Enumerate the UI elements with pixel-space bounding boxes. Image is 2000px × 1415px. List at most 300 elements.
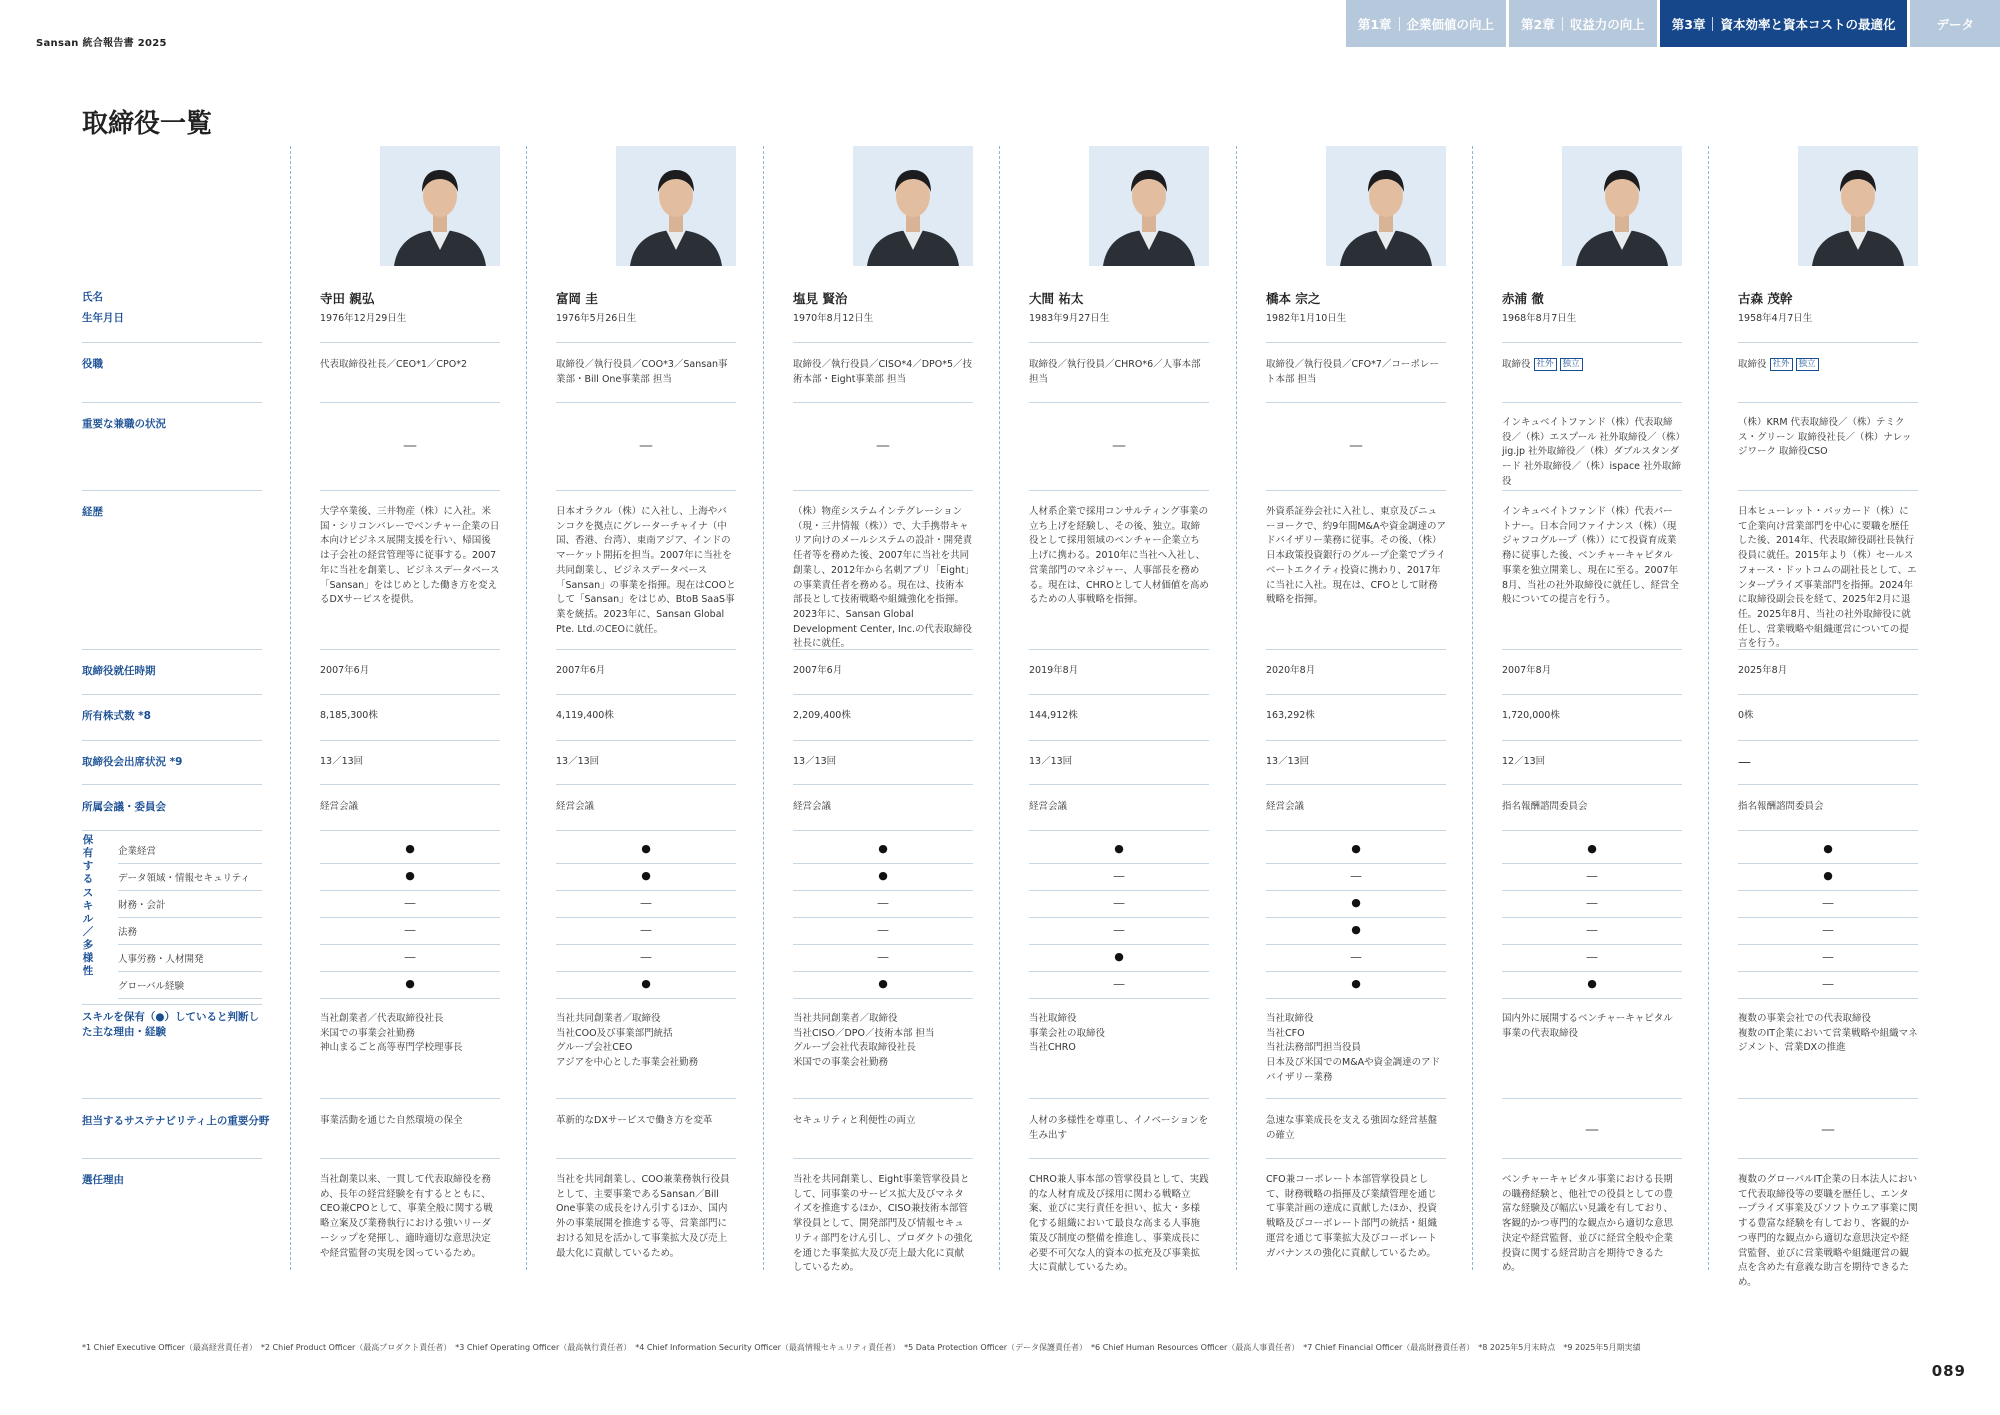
divider <box>793 917 973 918</box>
divider <box>1502 694 1682 695</box>
divider <box>1738 1158 1918 1159</box>
row-label-committee: 所属会議・委員会 <box>82 801 166 813</box>
director-committee: 経営会議 <box>793 801 832 812</box>
divider <box>320 740 500 741</box>
divider <box>82 1158 262 1159</box>
row-label-sustainability: 担当するサステナビリティ上の重要分野 <box>82 1115 270 1127</box>
chapter-nav <box>1343 0 2000 47</box>
director-reason: 当社を共同創業し、COO兼業務執行役員として、主要事業であるSansan／Bill One事業の成長をけん引するほか、国内外の事業展開を推進する等、営業部門における知見を活かして事業拡大及び売上最大化に貢献しているため。 <box>556 1174 730 1259</box>
director-sustainability: 急速な事業成長を支える強固な経営基盤の確立 <box>1266 1115 1438 1141</box>
divider <box>320 890 500 891</box>
column-divider <box>526 146 527 1270</box>
divider <box>1738 971 1918 972</box>
skill-mark: ● <box>878 842 888 855</box>
skill-mark: ● <box>1114 950 1124 963</box>
skill-mark: ● <box>1114 842 1124 855</box>
skill-mark: — <box>1822 896 1834 910</box>
director-career: 日本オラクル（株）に入社し、上海やバンコクを拠点にグレーターチャイナ（中国、香港、台湾）、東南アジア、インドのマーケット開拓を担当。2007年に当社を共同創業し、ビジネスデータベース「Sansan」の事業を指揮。現在はCOOとして「Sansan」をはじめ、BtoB SaaS事業を統括。2023年に、Sansan Global Pte. Ltd.のCEOに就任。 <box>556 506 736 635</box>
divider <box>1502 490 1682 491</box>
divider <box>793 402 973 403</box>
divider <box>320 1158 500 1159</box>
divider <box>556 649 736 650</box>
director-shares: 144,912株 <box>1029 710 1078 721</box>
director-name: 塩見 賢治 <box>793 291 848 306</box>
divider <box>793 490 973 491</box>
director-table <box>82 146 1918 1289</box>
director-photo <box>380 146 500 266</box>
director-name: 寺田 親弘 <box>320 291 375 306</box>
chapter-label: 企業価値の向上 <box>1406 16 1495 32</box>
tab-separator <box>1712 17 1713 31</box>
role-text: 取締役 <box>1502 359 1531 370</box>
director-birth: 1976年5月26日生 <box>556 313 637 324</box>
divider <box>556 971 736 972</box>
divider <box>793 694 973 695</box>
role-text: 代表取締役社長／CEO*1／CPO*2 <box>320 359 468 370</box>
skill-mark: — <box>1113 977 1125 991</box>
divider <box>118 971 262 972</box>
skill-mark: ● <box>878 869 888 882</box>
director-reason: 当社創業以来、一貫して代表取締役を務め、長年の経営経験を有するとともに、CEO兼CPOとして、事業全般に関する戦略立案及び業務執行における強いリーダーシップを発揮し、適時適切な意思決定や経営監督の実現を図っているため。 <box>320 1174 493 1259</box>
tab-separator <box>1562 17 1563 31</box>
skill-mark: ● <box>878 977 888 990</box>
divider <box>1738 890 1918 891</box>
divider <box>1502 998 1682 999</box>
row-label-name: 氏名 <box>82 291 103 303</box>
divider <box>556 1158 736 1159</box>
divider <box>1738 490 1918 491</box>
row-label-attendance: 取締役会出席状況 *9 <box>82 756 183 768</box>
divider <box>320 649 500 650</box>
divider <box>793 1098 973 1099</box>
divider <box>1738 649 1918 650</box>
divider <box>793 890 973 891</box>
director-concurrent: インキュベイトファンド（株）代表取締役／（株）エスプール 社外取締役／（株）jig.jp 社外取締役／（株）ダブルスタンダード 社外取締役／（株）ispace 社外取締役 <box>1502 417 1682 487</box>
director-career: インキュベイトファンド（株）代表パートナー。日本合同ファイナンス（株）（現 ジャフコグループ（株））にて投資育成業務に従事した後、ベンチャーキャピタル事業を独立開業し、現在に至る。2007年8月、当社の社外取締役に就任し、経営全般についての提言を行う。 <box>1502 506 1680 606</box>
role-text: 取締役 <box>1738 359 1767 370</box>
divider <box>793 649 973 650</box>
director-career: 日本ヒューレット・パッカード（株）にて企業向け営業部門を中心に要職を歴任した後、2014年、代表取締役副社長執行役員に就任。2015年より（株）セールスフォース・ドットコムの副社長として、エンタープライズ事業部門を指揮。2024年に取締役副会長を経て、2025年2月に退任。2025年8月、当社の社外取締役に就任し、営業戦略や組織運営についての提言を行う。 <box>1738 506 1917 650</box>
skill-mark: — <box>1822 950 1834 964</box>
skill-label: 人事労務・人材開発 <box>118 954 204 965</box>
chapter-tab-2[interactable] <box>1509 0 1657 47</box>
director-sustainability: 事業活動を通じた自然環境の保全 <box>320 1115 463 1126</box>
skill-mark: — <box>640 950 652 964</box>
divider <box>556 342 736 343</box>
role-text: 取締役／執行役員／CISO*4／DPO*5／技術本部・Eight事業部 担当 <box>793 359 973 385</box>
director-role <box>1029 358 1209 387</box>
divider <box>1029 1158 1209 1159</box>
divider <box>1738 740 1918 741</box>
director-role <box>793 358 973 387</box>
page-title: 取締役一覧 <box>82 109 213 139</box>
skill-label: 財務・会計 <box>118 900 166 911</box>
director-shares: 1,720,000株 <box>1502 710 1560 721</box>
divider <box>320 944 500 945</box>
row-label-career: 経歴 <box>82 506 103 518</box>
divider <box>556 863 736 864</box>
empty-dash: — <box>876 438 890 454</box>
divider <box>320 1098 500 1099</box>
divider <box>1029 342 1209 343</box>
skill-mark: — <box>404 950 416 964</box>
row-label-concurrent: 重要な兼職の状況 <box>82 418 166 430</box>
divider <box>1502 830 1682 831</box>
divider <box>793 740 973 741</box>
divider <box>1029 740 1209 741</box>
skill-mark: — <box>1586 950 1598 964</box>
divider <box>1502 784 1682 785</box>
skill-mark: ● <box>641 869 651 882</box>
divider <box>320 917 500 918</box>
director-name: 大間 祐太 <box>1029 291 1084 306</box>
divider <box>82 649 262 650</box>
skill-mark: ● <box>641 842 651 855</box>
divider <box>1029 971 1209 972</box>
divider <box>793 863 973 864</box>
row-label-skill-reason: スキルを保有（●）していると判断した主な理由・経験 <box>82 1011 260 1039</box>
divider <box>118 944 262 945</box>
director-reason: CFO兼コーポレート本部管掌役員として、財務戦略の指揮及び業績管理を通じて事業計画の達成に貢献したほか、投資戦略及びコーポレート部門の統括・組織運営を通じて事業拡大及びコーポレートガバナンスの強化に貢献しているため。 <box>1266 1174 1438 1259</box>
skill-mark: — <box>1586 869 1598 883</box>
divider <box>82 784 262 785</box>
role-text: 取締役／執行役員／CHRO*6／人事本部担当 <box>1029 359 1201 385</box>
director-column <box>1502 146 1682 1274</box>
divider <box>556 1098 736 1099</box>
director-photo <box>853 146 973 266</box>
divider <box>1502 1158 1682 1159</box>
divider <box>1029 863 1209 864</box>
divider <box>1738 944 1918 945</box>
divider <box>320 971 500 972</box>
empty-dash: — <box>1585 1122 1599 1138</box>
divider <box>1266 1158 1446 1159</box>
skill-mark: — <box>1113 923 1125 937</box>
row-label-reason: 選任理由 <box>82 1174 124 1186</box>
divider <box>793 830 973 831</box>
skill-mark: — <box>404 923 416 937</box>
divider <box>556 998 736 999</box>
empty-dash: — <box>1112 438 1126 454</box>
divider <box>1738 863 1918 864</box>
divider <box>1029 917 1209 918</box>
divider <box>1266 830 1446 831</box>
director-column <box>1738 146 1918 1289</box>
director-committee: 経営会議 <box>1029 801 1068 812</box>
director-shares: 2,209,400株 <box>793 710 851 721</box>
brand-title: Sansan 統合報告書 2025 <box>36 38 167 49</box>
skill-mark: ● <box>405 977 415 990</box>
divider <box>1502 1098 1682 1099</box>
director-column <box>1029 146 1209 1274</box>
divider <box>82 740 262 741</box>
divider <box>1029 402 1209 403</box>
divider <box>1266 740 1446 741</box>
director-name: 富岡 圭 <box>556 291 598 306</box>
divider <box>793 971 973 972</box>
divider <box>1029 890 1209 891</box>
role-badge: 社外 <box>1770 358 1793 371</box>
divider <box>1502 971 1682 972</box>
divider <box>1266 890 1446 891</box>
skill-mark: — <box>640 896 652 910</box>
chapter-number: 第3章 <box>1671 16 1706 32</box>
role-badge: 社外 <box>1534 358 1557 371</box>
director-appointed: 2007年8月 <box>1502 665 1552 676</box>
director-photo <box>1326 146 1446 266</box>
empty-dash: — <box>403 438 417 454</box>
director-role <box>1502 358 1682 373</box>
skill-mark: — <box>877 896 889 910</box>
divider <box>1266 917 1446 918</box>
divider <box>320 694 500 695</box>
column-divider <box>763 146 764 1270</box>
director-concurrent: （株）KRM 代表取締役／（株）テミクス・グリーン 取締役社長／（株）ナレッジワーク 取締役CSO <box>1738 417 1912 458</box>
divider <box>1266 490 1446 491</box>
director-name: 橋本 宗之 <box>1266 291 1321 306</box>
divider <box>1266 971 1446 972</box>
chapter-tab-3[interactable] <box>1660 0 1908 47</box>
divider <box>1029 694 1209 695</box>
director-skill-reason: 当社創業者／代表取締役社長 米国での事業会社勤務 神山まるごと高等専門学校理事長 <box>320 1013 463 1054</box>
skill-mark: — <box>1822 923 1834 937</box>
divider <box>556 740 736 741</box>
divider <box>118 998 262 999</box>
director-skill-reason: 当社共同創業者／取締役 当社COO及び事業部門統括 グループ会社CEO アジアを中心とした事業会社勤務 <box>556 1013 699 1069</box>
chapter-label: 資本効率と資本コストの最適化 <box>1720 16 1896 32</box>
divider <box>793 944 973 945</box>
director-role <box>1266 358 1446 387</box>
skill-mark: ● <box>405 869 415 882</box>
column-divider <box>290 146 291 1270</box>
skill-mark: — <box>1586 923 1598 937</box>
divider <box>1029 784 1209 785</box>
divider <box>320 998 500 999</box>
skill-mark: — <box>1586 896 1598 910</box>
chapter-tab-4[interactable] <box>1910 0 2000 47</box>
divider <box>1502 649 1682 650</box>
tab-separator <box>1399 17 1400 31</box>
director-committee: 指名報酬諮問委員会 <box>1502 801 1588 812</box>
divider <box>1029 830 1209 831</box>
divider <box>82 490 262 491</box>
divider <box>1266 694 1446 695</box>
divider <box>556 784 736 785</box>
skill-mark: ● <box>1351 896 1361 909</box>
chapter-label: データ <box>1936 16 1974 32</box>
column-divider <box>1708 146 1709 1270</box>
divider <box>1502 890 1682 891</box>
footnotes: *1 Chief Executive Officer（最高経営責任者） *2 Chief Product Officer（最高プロダクト責任者） *3 Chief Operating Officer（最高執行責任者） *4 Chief Information Security Officer（最高情報セキュリティ責任者） *5 Data Protection Officer（データ保護責任者） *6 Chief Human Resources Officer（最高人事責任者） *7 Chief Financial Officer（最高財務責任者） *8 2025年5月末時点 *9 2025年5月期実績 <box>82 1343 1641 1352</box>
role-text: 取締役／執行役員／CFO*7／コーポレート本部 担当 <box>1266 359 1439 385</box>
divider <box>1502 342 1682 343</box>
director-birth: 1976年12月29日生 <box>320 313 407 324</box>
divider <box>1266 342 1446 343</box>
director-committee: 経営会議 <box>1266 801 1305 812</box>
column-divider <box>1236 146 1237 1270</box>
director-name: 古森 茂幹 <box>1738 291 1793 306</box>
director-appointed: 2019年8月 <box>1029 665 1079 676</box>
divider <box>556 402 736 403</box>
director-sustainability: セキュリティと利便性の両立 <box>793 1115 916 1126</box>
empty-dash: — <box>639 438 653 454</box>
divider <box>1029 649 1209 650</box>
chapter-number: 第2章 <box>1521 16 1555 32</box>
director-role <box>1738 358 1918 373</box>
divider <box>1029 944 1209 945</box>
director-column <box>793 146 973 1274</box>
divider <box>82 1098 262 1099</box>
director-birth: 1983年9月27日生 <box>1029 313 1110 324</box>
skill-label: 企業経営 <box>118 846 157 857</box>
director-birth: 1970年8月12日生 <box>793 313 874 324</box>
divider <box>1502 740 1682 741</box>
skill-mark: ● <box>405 842 415 855</box>
skill-mark: ● <box>1351 977 1361 990</box>
divider <box>82 402 262 403</box>
director-column <box>1266 146 1446 1270</box>
divider <box>556 917 736 918</box>
divider <box>1738 917 1918 918</box>
divider <box>1738 694 1918 695</box>
skill-label: データ領域・情報セキュリティ <box>118 873 251 884</box>
divider <box>1266 784 1446 785</box>
director-reason: ベンチャーキャピタル事業における長期の職務経験と、他社での役員としての豊富な経験及び幅広い見識を有しており、客観的かつ専門的な観点から適切な意思決定や経営監督、並びに経営全般や企業投資に関する経営助言を期待できるため。 <box>1502 1174 1674 1274</box>
director-attendance: 13／13回 <box>556 756 600 767</box>
row-label-role: 役職 <box>82 358 103 370</box>
director-shares: 8,185,300株 <box>320 710 378 721</box>
director-skill-reason: 国内外に展開するベンチャーキャピタル事業の代表取締役 <box>1502 1013 1673 1039</box>
director-reason: CHRO兼人事本部の管掌役員として、実践的な人材育成及び採用に関わる戦略立案、並びに実行責任を担い、拡大・多様化する組織において最良な高まる人事施策及び制度の整備を推進し、事業成長に必要不可欠な人的資本の拡充及び事業拡大に貢献しているため。 <box>1029 1174 1209 1274</box>
divider <box>320 342 500 343</box>
skill-mark: — <box>877 923 889 937</box>
empty-dash: — <box>1821 1122 1835 1138</box>
skill-label: 法務 <box>118 927 138 938</box>
skill-mark: — <box>640 923 652 937</box>
divider <box>556 490 736 491</box>
skill-group-label: 保有するスキル／多様性 <box>82 834 94 978</box>
divider <box>1502 944 1682 945</box>
divider <box>1029 998 1209 999</box>
divider <box>320 784 500 785</box>
divider <box>320 402 500 403</box>
divider <box>118 863 262 864</box>
director-reason: 当社を共同創業し、Eight事業管掌役員として、同事業のサービス拡大及びマネタイズを推進するほか、CISO兼技術本部管掌役員として、開発部門及び情報セキュリティ部門をけん引し、プロダクトの強化を通じた事業拡大及び売上最大化に貢献しているため。 <box>793 1174 973 1274</box>
director-committee: 指名報酬諮問委員会 <box>1738 801 1824 812</box>
divider <box>1738 998 1918 999</box>
skill-mark: ● <box>641 977 651 990</box>
divider <box>1738 784 1918 785</box>
director-photo <box>616 146 736 266</box>
divider <box>793 342 973 343</box>
director-photo <box>1562 146 1682 266</box>
director-attendance: 12／13回 <box>1502 756 1546 767</box>
skill-mark: — <box>404 896 416 910</box>
divider <box>1738 342 1918 343</box>
divider <box>793 784 973 785</box>
director-skill-reason: 当社取締役 当社CFO 当社法務部門担当役員 日本及び米国でのM&Aや資金調達のアドバイザリー業務 <box>1266 1013 1441 1083</box>
director-career: 人材系企業で採用コンサルティング事業の立ち上げを経験し、その後、独立。取締役として採用領域のベンチャー企業立ち上げに携わる。2010年に当社へ入社し、営業部門のマネジャー、人事部長を務める。現在は、CHROとして人材価値を高めるための人事戦略を指揮。 <box>1029 506 1209 606</box>
row-label-appointed: 取締役就任時期 <box>82 665 156 677</box>
skill-mark: — <box>1350 869 1362 883</box>
director-career: （株）物産システムインテグレーション（現・三井情報（株））で、大手携帯キャリア向けのメールシステムの設計・開発責任者等を務めた後、2007年に当社を共同創業し、2012年から名刺アプリ「Eight」の事業責任者を務める。現在は、技術本部長として技術戦略や組織強化を指揮。2023年に、Sansan Global Development Center, Inc.の代表取締役社長に就任。 <box>793 506 973 650</box>
divider <box>1266 402 1446 403</box>
divider <box>1029 1098 1209 1099</box>
director-appointed: 2007年6月 <box>556 665 606 676</box>
divider <box>1738 402 1918 403</box>
director-appointed: 2007年6月 <box>320 665 370 676</box>
skill-mark: — <box>877 950 889 964</box>
director-attendance: 13／13回 <box>320 756 364 767</box>
director-role <box>556 358 736 387</box>
skill-label: グローバル経験 <box>118 981 185 992</box>
director-attendance: 13／13回 <box>1029 756 1073 767</box>
director-shares: 0株 <box>1738 710 1754 721</box>
divider <box>82 830 262 831</box>
director-name: 赤浦 徹 <box>1502 291 1544 306</box>
director-committee: 経営会議 <box>320 801 359 812</box>
empty-dash: — <box>1738 755 1751 770</box>
divider <box>1266 863 1446 864</box>
divider <box>556 694 736 695</box>
director-career: 外資系証券会社に入社し、東京及びニューヨークで、約9年間M&Aや資金調達のアドバイザリー業務に従事。その後、（株）日本政策投資銀行のグループ企業でプライベートエクイティ投資に携わり、2017年に当社に入社。現在は、CFOとして財務戦略を指揮。 <box>1266 506 1446 606</box>
role-badge: 独立 <box>1796 358 1819 371</box>
director-shares: 4,119,400株 <box>556 710 614 721</box>
director-skill-reason: 当社取締役 事業会社の取締役 当社CHRO <box>1029 1013 1106 1054</box>
director-skill-reason: 当社共同創業者／取締役 当社CISO／DPO／技術本部 担当 グループ会社代表取締役社長 米国での事業会社勤務 <box>793 1013 935 1069</box>
divider <box>1738 1098 1918 1099</box>
divider <box>556 890 736 891</box>
director-birth: 1958年4月7日生 <box>1738 313 1813 324</box>
column-divider <box>999 146 1000 1270</box>
skill-mark: — <box>1113 896 1125 910</box>
director-appointed: 2007年6月 <box>793 665 843 676</box>
chapter-label: 収益力の向上 <box>1569 16 1645 32</box>
divider <box>1502 863 1682 864</box>
skill-mark: ● <box>1587 977 1597 990</box>
director-sustainability: 革新的なDXサービスで働き方を変革 <box>556 1115 713 1126</box>
column-divider <box>1472 146 1473 1270</box>
divider <box>1502 402 1682 403</box>
director-career: 大学卒業後、三井物産（株）に入社。米国・シリコンバレーでベンチャー企業の日本向けビジネス展開支援を行い、帰国後は子会社の経営管理等に従事する。2007年に当社を創業し、ビジネスデータベース「Sansan」をはじめとした働き方を変えるDXサービスを提供。 <box>320 506 500 606</box>
row-label-birth: 生年月日 <box>82 312 124 324</box>
role-badge: 独立 <box>1560 358 1583 371</box>
skill-mark: — <box>1113 869 1125 883</box>
chapter-number: 第1章 <box>1357 16 1392 32</box>
skill-mark: ● <box>1587 842 1597 855</box>
director-committee: 経営会議 <box>556 801 595 812</box>
director-sustainability: 人材の多様性を尊重し、イノベーションを生み出す <box>1029 1115 1209 1141</box>
director-shares: 163,292株 <box>1266 710 1315 721</box>
divider <box>118 917 262 918</box>
director-attendance: 13／13回 <box>1266 756 1310 767</box>
director-birth: 1968年8月7日生 <box>1502 313 1577 324</box>
director-column <box>320 146 500 1270</box>
chapter-tab-1[interactable] <box>1346 0 1506 47</box>
divider <box>1266 944 1446 945</box>
role-text: 取締役／執行役員／COO*3／Sansan事業部・Bill One事業部 担当 <box>556 359 728 385</box>
skill-mark: — <box>1822 977 1834 991</box>
director-attendance: 13／13回 <box>793 756 837 767</box>
divider <box>1266 998 1446 999</box>
divider <box>1029 490 1209 491</box>
divider <box>118 890 262 891</box>
divider <box>556 944 736 945</box>
director-appointed: 2025年8月 <box>1738 665 1788 676</box>
row-label-shares: 所有株式数 *8 <box>82 710 151 722</box>
divider <box>320 863 500 864</box>
divider <box>320 830 500 831</box>
